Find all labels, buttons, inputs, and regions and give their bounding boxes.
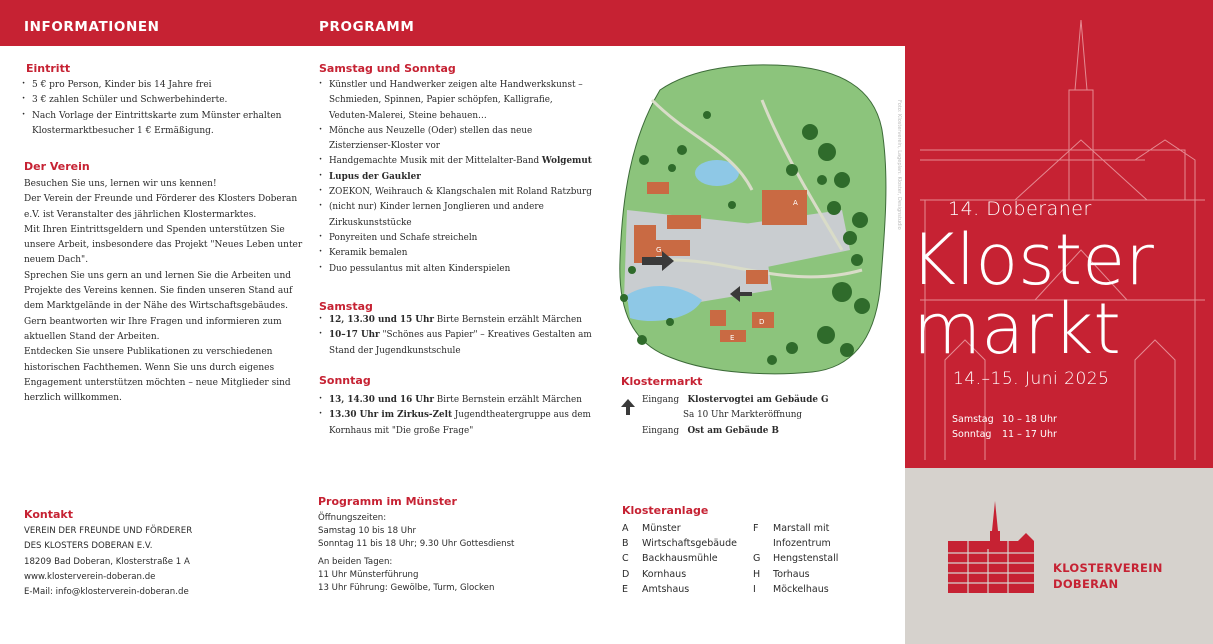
text-span: Birte Bernstein erzählt Märchen xyxy=(434,395,582,405)
legend-row xyxy=(753,582,838,597)
list-item: · Duo pessulantus mit alten Kinderspielen xyxy=(319,262,592,277)
text-line: Entdecken Sie unsere Publikationen zu verschiedenen xyxy=(24,347,273,358)
anlage-legend-right xyxy=(753,521,838,597)
text-line: Sprechen Sie uns gern an und lernen Sie die Arbeiten und xyxy=(24,270,292,281)
time-label: 12, 13.30 und 15 Uhr xyxy=(329,315,434,325)
muenster-hours xyxy=(318,512,514,552)
list-item xyxy=(319,393,591,408)
klostermarkt-title: Klostermarkt xyxy=(621,375,703,388)
legend-value: Backhausmühle xyxy=(642,553,718,565)
text-line: neuem Dach". xyxy=(24,255,89,266)
list-item: · 5 € pro Person, Kinder bis 14 Jahre frei xyxy=(22,78,281,93)
legend-row xyxy=(753,551,838,566)
verein-text xyxy=(24,177,302,406)
samstag-list xyxy=(319,313,592,359)
entrance-value: Klostervogtei am Gebäude G xyxy=(687,395,829,405)
legend-key: G xyxy=(753,553,761,565)
list-item: Veduten-Malerei, Steine behauen… xyxy=(329,110,487,121)
band-name: Wolgemut xyxy=(541,156,592,167)
building-a xyxy=(762,190,807,225)
label-d: D xyxy=(759,318,765,326)
legend-key: H xyxy=(753,568,761,580)
legend-row xyxy=(753,536,838,551)
list-item: · Keramik bemalen xyxy=(319,246,592,261)
klostermarkt-entrances xyxy=(642,393,829,439)
legend-value: Wirtschaftsgebäude xyxy=(642,538,737,550)
legend-key: E xyxy=(622,583,629,595)
time-label: 13.30 Uhr im Zirkus-Zelt xyxy=(329,410,453,421)
text-line: aktuellen Stand der Arbeiten. xyxy=(24,331,160,342)
list-item xyxy=(319,408,591,423)
legend-value: Infozentrum xyxy=(773,538,831,550)
legend-row xyxy=(622,536,737,551)
text-line: Projekte des Vereins kennen. Sie finden unseren Stand auf xyxy=(24,286,293,297)
list-item xyxy=(319,328,592,343)
text-line: Besuchen Sie uns, lernen wir uns kennen! xyxy=(24,179,217,189)
logo-line: DOBERAN xyxy=(1053,577,1119,591)
time-label: 10–17 Uhr xyxy=(329,330,380,341)
label-g: G xyxy=(656,246,662,254)
list-item: Zirkuskunststücke xyxy=(329,217,412,228)
legend-value: Amtshaus xyxy=(642,583,690,595)
list-item xyxy=(319,313,592,328)
text-span: "Schönes aus Papier" – Kreatives Gestalten am xyxy=(379,330,592,341)
building-i xyxy=(647,182,669,194)
legend-row xyxy=(622,582,737,597)
email-link[interactable]: E-Mail: info@klosterverein-doberan.de xyxy=(24,587,189,598)
anlage-legend-left xyxy=(622,521,737,597)
performer-name: Lupus der Gaukler xyxy=(329,171,421,182)
entrance-value: Ost am Gebäude B xyxy=(687,425,779,436)
text-line: VEREIN DER FREUNDE UND FÖRDERER xyxy=(24,526,193,536)
list-item: · Mönche aus Neuzelle (Oder) stellen das neue xyxy=(319,124,592,139)
muenster-tours xyxy=(318,556,494,596)
legend-value: Marstall mit xyxy=(773,523,830,534)
list-item: Stand der Jugendkunstschule xyxy=(329,345,461,356)
website-link[interactable]: www.klosterverein-doberan.de xyxy=(24,571,156,582)
text-line: Mit Ihren Eintrittsgeldern und Spenden unterstützen Sie xyxy=(24,224,285,235)
text-line: dem Marktgelände in der Nähe des Wirtschaftsgebäudes. xyxy=(24,301,288,312)
list-item: · (nicht nur) Kinder lernen Jonglieren und andere xyxy=(319,200,592,215)
text-line: 18209 Bad Doberan, Klosterstraße 1 A xyxy=(24,556,190,567)
title-word-2: markt xyxy=(913,288,1121,370)
legend-value: Torhaus xyxy=(773,568,810,580)
logo-line: KLOSTERVEREIN xyxy=(1053,561,1163,575)
kontakt-text xyxy=(24,524,192,600)
legend-value: Hengstenstall xyxy=(773,553,839,565)
sonntag-list xyxy=(319,393,591,439)
list-item: Zisterzienser-Kloster vor xyxy=(329,141,441,152)
time-value: 10 – 18 Uhr xyxy=(1002,414,1057,425)
site-map xyxy=(612,60,902,376)
sa-so-list xyxy=(319,78,592,277)
text-line: Sonntag 11 bis 18 Uhr; 9.30 Uhr Gottesdienst xyxy=(318,539,515,550)
legend-key: D xyxy=(622,568,630,580)
text-line: DES KLOSTERS DOBERAN E.V. xyxy=(24,541,153,552)
list-item xyxy=(319,154,592,169)
eintritt-list xyxy=(22,78,281,139)
event-dates: 14.–15. Juni 2025 xyxy=(953,369,1110,389)
kontakt-title: Kontakt xyxy=(24,508,73,521)
edition-label: 14. Doberaner xyxy=(948,198,1092,220)
building-f xyxy=(667,215,701,229)
legend-key: F xyxy=(753,523,759,534)
text-line: 13 Uhr Führung: Gewölbe, Turm, Glocken xyxy=(318,583,495,594)
list-item: · Künstler und Handwerker zeigen alte Handwerkskunst – xyxy=(319,78,592,93)
list-item: · ZOEKON, Weihrauch & Klangschalen mit Roland Ratzburg xyxy=(319,185,592,200)
label-e: E xyxy=(730,334,735,342)
legend-value: Münster xyxy=(642,523,681,534)
photo-credit: Foto: Klosterverein, Lageplan: Kloster, Designstudio xyxy=(896,100,902,230)
logo-wordmark xyxy=(1053,560,1163,592)
text-line: Der Verein der Freunde und Förderer des Klosters Doberan xyxy=(24,194,298,205)
text-line: Gern beantworten wir Ihre Fragen und informieren zum xyxy=(24,316,282,327)
eintritt-title: Eintritt xyxy=(26,62,71,75)
legend-key: B xyxy=(622,538,629,550)
legend-value: Möckelhaus xyxy=(773,583,829,595)
text-span: Handgemachte Musik mit der Mittelalter-Band xyxy=(329,156,542,167)
text-line: e.V. ist Veranstalter des jährlichen Klostermarktes. xyxy=(24,209,257,220)
legend-row xyxy=(622,521,737,536)
anlage-title: Klosteranlage xyxy=(622,504,709,517)
entrance-note: Sa 10 Uhr Markteröffnung xyxy=(683,410,803,421)
entrance-1 xyxy=(642,393,829,408)
sa-so-title: Samstag und Sonntag xyxy=(319,62,456,75)
building-c xyxy=(710,310,726,326)
list-item: · 3 € zahlen Schüler und Schwerbehinderte. xyxy=(22,93,281,108)
info-heading: INFORMATIONEN xyxy=(24,19,160,35)
klosterverein-logo-icon xyxy=(948,501,1034,593)
day-label: Sonntag xyxy=(952,429,992,440)
list-item: Schmieden, Spinnen, Papier schöpfen, Kalligrafie, xyxy=(329,95,553,106)
entrance-2 xyxy=(642,424,829,439)
legend-key xyxy=(753,536,773,551)
entrance-label: Eingang xyxy=(642,395,680,405)
text-line: An beiden Tagen: xyxy=(318,557,393,567)
legend-row xyxy=(622,567,737,582)
legend-row xyxy=(622,551,737,566)
header-bar xyxy=(0,0,905,46)
label-a: A xyxy=(793,199,798,207)
list-item xyxy=(319,170,592,185)
list-item: · Ponyreiten und Schafe streicheln xyxy=(319,231,592,246)
program-heading: PROGRAMM xyxy=(319,19,415,35)
text-line: unsere Arbeit, insbesondere das Projekt "Neues Leben unter xyxy=(24,240,303,251)
time-label: 13, 14.30 und 16 Uhr xyxy=(329,395,434,405)
building-b xyxy=(746,270,768,284)
legend-key: C xyxy=(622,553,629,565)
sonntag-title: Sonntag xyxy=(319,374,371,387)
legend-row xyxy=(753,567,838,582)
legend-row xyxy=(753,521,838,536)
entrance-label: Eingang xyxy=(642,425,680,436)
muenster-title: Programm im Münster xyxy=(318,495,457,508)
legend-value: Kornhaus xyxy=(642,568,687,580)
opening-times xyxy=(952,412,1057,442)
list-item: · Nach Vorlage der Eintrittskarte zum Münster erhalten xyxy=(22,109,281,124)
legend-key: A xyxy=(622,523,629,534)
samstag-title: Samstag xyxy=(319,300,373,313)
text-span: Birte Bernstein erzählt Märchen xyxy=(434,315,582,325)
title-word-1: Kloster xyxy=(910,219,1154,301)
text-span: Jugendtheatergruppe aus dem xyxy=(452,410,591,421)
day-label: Samstag xyxy=(952,414,994,425)
text-line: Samstag 10 bis 18 Uhr xyxy=(318,526,417,537)
text-line: historischen Fachthemen. Wenn Sie uns durch eigenes xyxy=(24,362,275,373)
legend-key: I xyxy=(753,583,756,595)
verein-title: Der Verein xyxy=(24,160,90,173)
text-line: Öffnungszeiten: xyxy=(318,513,387,523)
list-item: Kornhaus mit "Die große Frage" xyxy=(329,425,474,436)
list-item: Klostermarktbesucher 1 € Ermäßigung. xyxy=(32,125,214,136)
text-line: 11 Uhr Münsterführung xyxy=(318,570,419,581)
entrance-arrow-icon xyxy=(621,399,635,415)
text-line: Engagement unterstützen möchten – neue Mitglieder sind xyxy=(24,377,291,388)
time-value: 11 – 17 Uhr xyxy=(1002,429,1057,440)
text-line: herzlich willkommen. xyxy=(24,393,122,404)
